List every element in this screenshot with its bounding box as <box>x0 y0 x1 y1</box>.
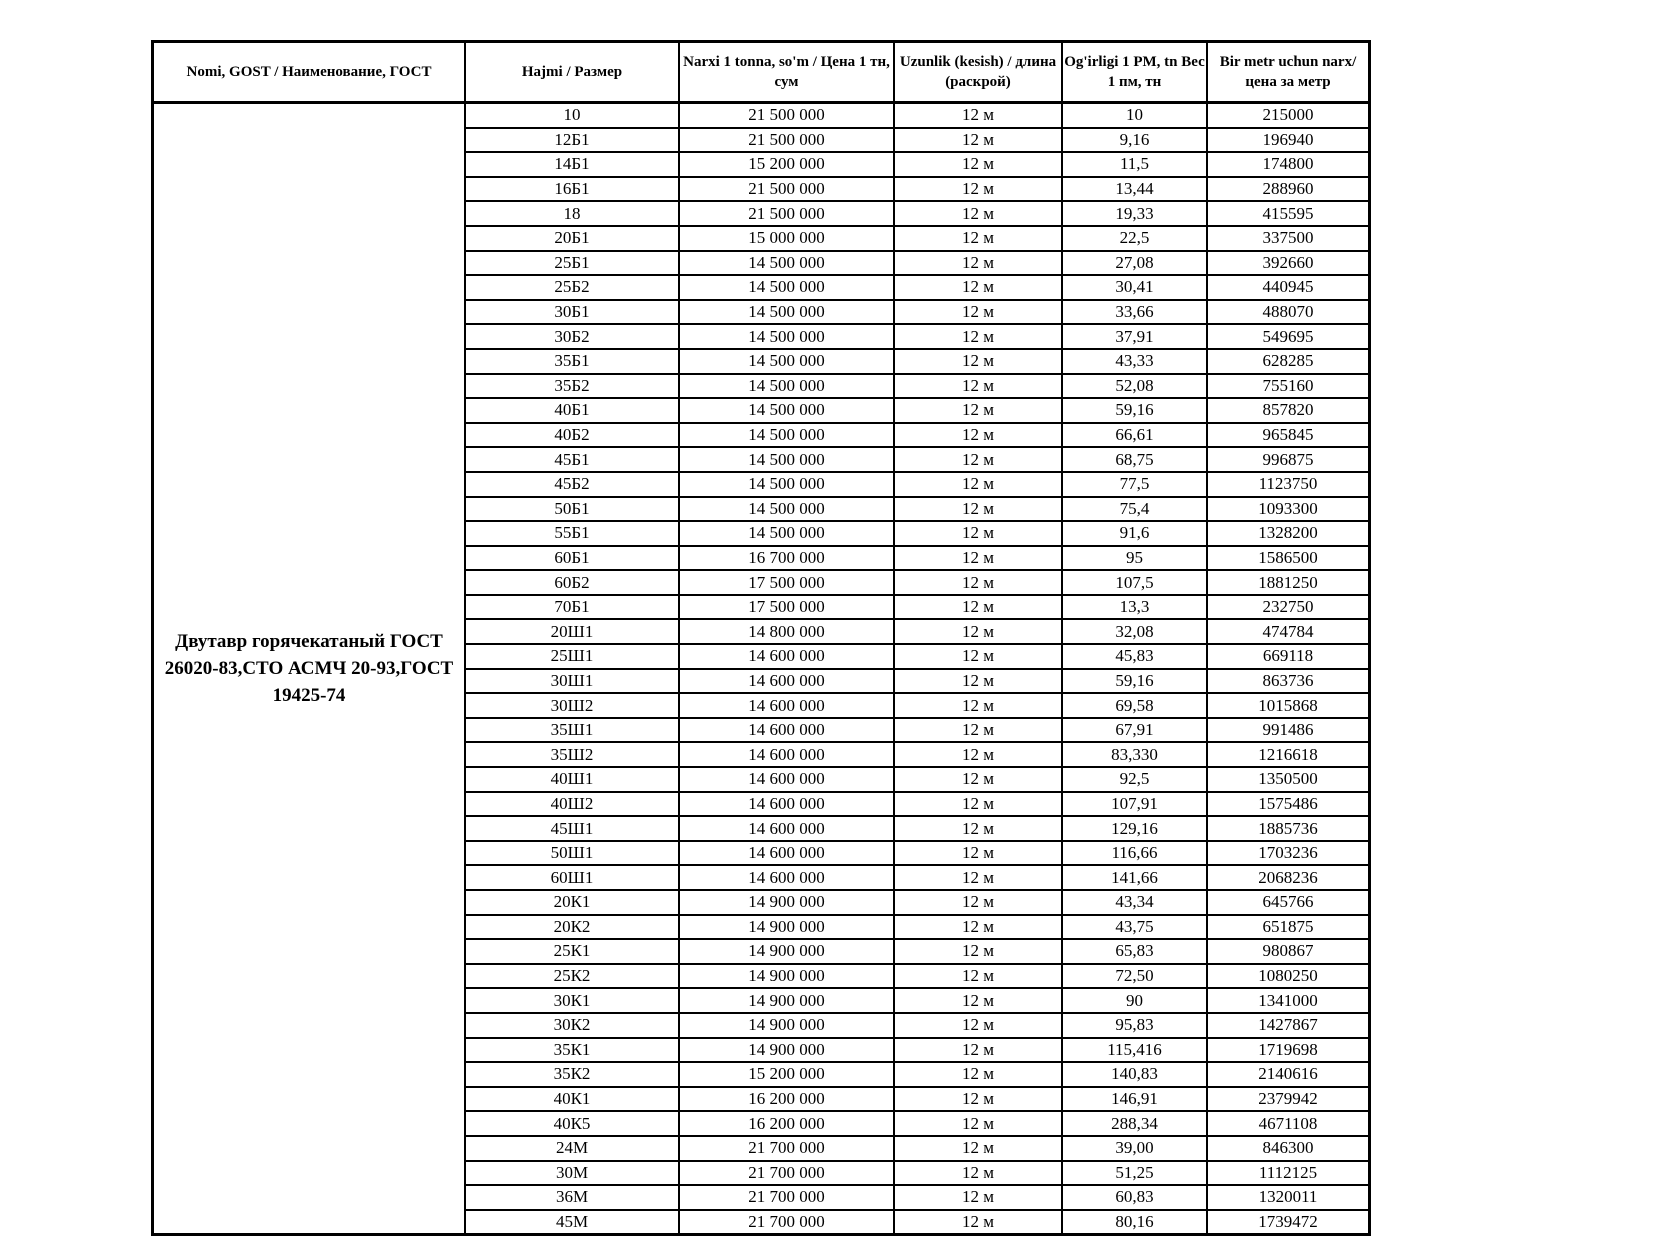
price-cell: 14 500 000 <box>679 300 894 325</box>
size-cell: 35Ш2 <box>465 742 679 767</box>
size-cell: 30Ш2 <box>465 693 679 718</box>
size-cell: 25Б2 <box>465 275 679 300</box>
length-cell: 12 м <box>894 669 1062 694</box>
weight-cell: 10 <box>1062 103 1207 128</box>
length-cell: 12 м <box>894 595 1062 620</box>
price-cell: 14 600 000 <box>679 816 894 841</box>
length-cell: 12 м <box>894 767 1062 792</box>
price-cell: 14 600 000 <box>679 767 894 792</box>
length-cell: 12 м <box>894 472 1062 497</box>
weight-cell: 13,44 <box>1062 177 1207 202</box>
per-meter-cell: 4671108 <box>1207 1111 1370 1136</box>
weight-cell: 288,34 <box>1062 1111 1207 1136</box>
price-cell: 21 500 000 <box>679 201 894 226</box>
size-cell: 30К2 <box>465 1013 679 1038</box>
weight-cell: 95,83 <box>1062 1013 1207 1038</box>
price-cell: 14 600 000 <box>679 644 894 669</box>
size-cell: 40Б1 <box>465 398 679 423</box>
price-cell: 14 500 000 <box>679 398 894 423</box>
per-meter-cell: 2068236 <box>1207 865 1370 890</box>
price-cell: 14 900 000 <box>679 890 894 915</box>
per-meter-cell: 857820 <box>1207 398 1370 423</box>
per-meter-cell: 1881250 <box>1207 570 1370 595</box>
weight-cell: 91,6 <box>1062 521 1207 546</box>
length-cell: 12 м <box>894 1185 1062 1210</box>
weight-cell: 90 <box>1062 988 1207 1013</box>
weight-cell: 37,91 <box>1062 324 1207 349</box>
price-cell: 14 900 000 <box>679 939 894 964</box>
per-meter-cell: 1739472 <box>1207 1210 1370 1235</box>
price-cell: 14 500 000 <box>679 251 894 276</box>
weight-cell: 129,16 <box>1062 816 1207 841</box>
weight-cell: 92,5 <box>1062 767 1207 792</box>
length-cell: 12 м <box>894 816 1062 841</box>
price-cell: 21 700 000 <box>679 1210 894 1235</box>
weight-cell: 22,5 <box>1062 226 1207 251</box>
price-cell: 17 500 000 <box>679 595 894 620</box>
weight-cell: 60,83 <box>1062 1185 1207 1210</box>
weight-cell: 83,330 <box>1062 742 1207 767</box>
weight-cell: 80,16 <box>1062 1210 1207 1235</box>
size-cell: 45Б2 <box>465 472 679 497</box>
length-cell: 12 м <box>894 865 1062 890</box>
size-cell: 40Ш2 <box>465 792 679 817</box>
weight-cell: 72,50 <box>1062 964 1207 989</box>
price-cell: 14 500 000 <box>679 521 894 546</box>
length-cell: 12 м <box>894 1161 1062 1186</box>
weight-cell: 116,66 <box>1062 841 1207 866</box>
length-cell: 12 м <box>894 226 1062 251</box>
price-cell: 14 600 000 <box>679 669 894 694</box>
price-cell: 15 200 000 <box>679 152 894 177</box>
table-row <box>153 103 1370 128</box>
per-meter-cell: 337500 <box>1207 226 1370 251</box>
table-body <box>153 103 1370 1235</box>
per-meter-cell: 1080250 <box>1207 964 1370 989</box>
price-cell: 21 500 000 <box>679 103 894 128</box>
price-cell: 14 500 000 <box>679 349 894 374</box>
length-cell: 12 м <box>894 1210 1062 1235</box>
size-cell: 20К2 <box>465 915 679 940</box>
weight-cell: 59,16 <box>1062 398 1207 423</box>
price-cell: 21 500 000 <box>679 128 894 153</box>
length-cell: 12 м <box>894 619 1062 644</box>
size-cell: 20Б1 <box>465 226 679 251</box>
weight-cell: 65,83 <box>1062 939 1207 964</box>
weight-cell: 39,00 <box>1062 1136 1207 1161</box>
weight-cell: 27,08 <box>1062 251 1207 276</box>
weight-cell: 59,16 <box>1062 669 1207 694</box>
length-cell: 12 м <box>894 939 1062 964</box>
per-meter-cell: 2379942 <box>1207 1087 1370 1112</box>
per-meter-cell: 232750 <box>1207 595 1370 620</box>
per-meter-cell: 440945 <box>1207 275 1370 300</box>
length-cell: 12 м <box>894 300 1062 325</box>
per-meter-cell: 1350500 <box>1207 767 1370 792</box>
per-meter-cell: 415595 <box>1207 201 1370 226</box>
size-cell: 16Б1 <box>465 177 679 202</box>
length-cell: 12 м <box>894 374 1062 399</box>
length-cell: 12 м <box>894 546 1062 571</box>
per-meter-cell: 996875 <box>1207 447 1370 472</box>
weight-cell: 33,66 <box>1062 300 1207 325</box>
size-cell: 35К2 <box>465 1062 679 1087</box>
price-cell: 14 900 000 <box>679 915 894 940</box>
size-cell: 25Ш1 <box>465 644 679 669</box>
weight-cell: 32,08 <box>1062 619 1207 644</box>
per-meter-cell: 174800 <box>1207 152 1370 177</box>
product-name-cell: Двутавр горячекатаный ГОСТ 26020-83,СТО АСМЧ 20-93,ГОСТ 19425-74 <box>153 103 466 1235</box>
length-cell: 12 м <box>894 1087 1062 1112</box>
per-meter-cell: 1320011 <box>1207 1185 1370 1210</box>
price-cell: 14 800 000 <box>679 619 894 644</box>
price-cell: 14 500 000 <box>679 497 894 522</box>
weight-cell: 45,83 <box>1062 644 1207 669</box>
size-cell: 20К1 <box>465 890 679 915</box>
length-cell: 12 м <box>894 251 1062 276</box>
per-meter-cell: 1216618 <box>1207 742 1370 767</box>
per-meter-cell: 474784 <box>1207 619 1370 644</box>
per-meter-cell: 980867 <box>1207 939 1370 964</box>
length-cell: 12 м <box>894 988 1062 1013</box>
per-meter-cell: 288960 <box>1207 177 1370 202</box>
per-meter-cell: 651875 <box>1207 915 1370 940</box>
weight-cell: 68,75 <box>1062 447 1207 472</box>
price-cell: 14 500 000 <box>679 324 894 349</box>
length-cell: 12 м <box>894 349 1062 374</box>
size-cell: 30Б1 <box>465 300 679 325</box>
price-cell: 14 900 000 <box>679 988 894 1013</box>
length-cell: 12 м <box>894 1013 1062 1038</box>
price-cell: 14 600 000 <box>679 718 894 743</box>
price-cell: 16 200 000 <box>679 1111 894 1136</box>
per-meter-cell: 1093300 <box>1207 497 1370 522</box>
per-meter-cell: 645766 <box>1207 890 1370 915</box>
per-meter-cell: 1885736 <box>1207 816 1370 841</box>
price-cell: 14 600 000 <box>679 693 894 718</box>
length-cell: 12 м <box>894 742 1062 767</box>
size-cell: 35Б2 <box>465 374 679 399</box>
length-cell: 12 м <box>894 1136 1062 1161</box>
size-cell: 45Б1 <box>465 447 679 472</box>
per-meter-cell: 1427867 <box>1207 1013 1370 1038</box>
header-name: Nomi, GOST / Наименование, ГОСТ <box>153 42 466 103</box>
weight-cell: 66,61 <box>1062 423 1207 448</box>
length-cell: 12 м <box>894 324 1062 349</box>
length-cell: 12 м <box>894 792 1062 817</box>
weight-cell: 75,4 <box>1062 497 1207 522</box>
size-cell: 60Б1 <box>465 546 679 571</box>
per-meter-cell: 2140616 <box>1207 1062 1370 1087</box>
length-cell: 12 м <box>894 841 1062 866</box>
price-cell: 14 500 000 <box>679 472 894 497</box>
per-meter-cell: 392660 <box>1207 251 1370 276</box>
price-cell: 15 000 000 <box>679 226 894 251</box>
per-meter-cell: 1341000 <box>1207 988 1370 1013</box>
length-cell: 12 м <box>894 1038 1062 1063</box>
price-cell: 14 500 000 <box>679 423 894 448</box>
length-cell: 12 м <box>894 644 1062 669</box>
size-cell: 30Б2 <box>465 324 679 349</box>
size-cell: 25Б1 <box>465 251 679 276</box>
weight-cell: 30,41 <box>1062 275 1207 300</box>
size-cell: 30М <box>465 1161 679 1186</box>
size-cell: 20Ш1 <box>465 619 679 644</box>
size-cell: 35Б1 <box>465 349 679 374</box>
price-cell: 14 500 000 <box>679 275 894 300</box>
weight-cell: 95 <box>1062 546 1207 571</box>
length-cell: 12 м <box>894 1062 1062 1087</box>
length-cell: 12 м <box>894 497 1062 522</box>
weight-cell: 19,33 <box>1062 201 1207 226</box>
length-cell: 12 м <box>894 423 1062 448</box>
per-meter-cell: 1328200 <box>1207 521 1370 546</box>
size-cell: 50Ш1 <box>465 841 679 866</box>
price-cell: 15 200 000 <box>679 1062 894 1087</box>
per-meter-cell: 669118 <box>1207 644 1370 669</box>
per-meter-cell: 1015868 <box>1207 693 1370 718</box>
header-row <box>153 42 1370 103</box>
weight-cell: 141,66 <box>1062 865 1207 890</box>
header-weight: Og'irligi 1 PM, tn Вес 1 пм, тн <box>1062 42 1207 103</box>
weight-cell: 69,58 <box>1062 693 1207 718</box>
size-cell: 40Ш1 <box>465 767 679 792</box>
header-per-meter: Bir metr uchun narx/цена за метр <box>1207 42 1370 103</box>
price-cell: 16 200 000 <box>679 1087 894 1112</box>
length-cell: 12 м <box>894 103 1062 128</box>
length-cell: 12 м <box>894 570 1062 595</box>
per-meter-cell: 1703236 <box>1207 841 1370 866</box>
per-meter-cell: 1112125 <box>1207 1161 1370 1186</box>
price-cell: 14 900 000 <box>679 1038 894 1063</box>
length-cell: 12 м <box>894 964 1062 989</box>
length-cell: 12 м <box>894 521 1062 546</box>
price-cell: 14 600 000 <box>679 865 894 890</box>
size-cell: 24М <box>465 1136 679 1161</box>
size-cell: 18 <box>465 201 679 226</box>
weight-cell: 51,25 <box>1062 1161 1207 1186</box>
header-price: Narxi 1 tonna, so'm / Цена 1 тн, сум <box>679 42 894 103</box>
length-cell: 12 м <box>894 275 1062 300</box>
per-meter-cell: 1123750 <box>1207 472 1370 497</box>
size-cell: 12Б1 <box>465 128 679 153</box>
per-meter-cell: 488070 <box>1207 300 1370 325</box>
size-cell: 45Ш1 <box>465 816 679 841</box>
price-table <box>151 40 1371 1236</box>
size-cell: 30Ш1 <box>465 669 679 694</box>
price-cell: 14 600 000 <box>679 841 894 866</box>
price-cell: 21 700 000 <box>679 1136 894 1161</box>
size-cell: 40К5 <box>465 1111 679 1136</box>
per-meter-cell: 628285 <box>1207 349 1370 374</box>
per-meter-cell: 863736 <box>1207 669 1370 694</box>
size-cell: 36М <box>465 1185 679 1210</box>
price-cell: 14 900 000 <box>679 964 894 989</box>
size-cell: 40К1 <box>465 1087 679 1112</box>
price-cell: 16 700 000 <box>679 546 894 571</box>
size-cell: 70Б1 <box>465 595 679 620</box>
weight-cell: 67,91 <box>1062 718 1207 743</box>
size-cell: 55Б1 <box>465 521 679 546</box>
header-size: Hajmi / Размер <box>465 42 679 103</box>
size-cell: 25К1 <box>465 939 679 964</box>
weight-cell: 43,75 <box>1062 915 1207 940</box>
size-cell: 45М <box>465 1210 679 1235</box>
weight-cell: 115,416 <box>1062 1038 1207 1063</box>
size-cell: 35Ш1 <box>465 718 679 743</box>
length-cell: 12 м <box>894 128 1062 153</box>
weight-cell: 140,83 <box>1062 1062 1207 1087</box>
price-cell: 14 500 000 <box>679 374 894 399</box>
size-cell: 60Ш1 <box>465 865 679 890</box>
length-cell: 12 м <box>894 915 1062 940</box>
length-cell: 12 м <box>894 177 1062 202</box>
price-cell: 14 500 000 <box>679 447 894 472</box>
length-cell: 12 м <box>894 398 1062 423</box>
size-cell: 60Б2 <box>465 570 679 595</box>
length-cell: 12 м <box>894 718 1062 743</box>
per-meter-cell: 755160 <box>1207 374 1370 399</box>
size-cell: 14Б1 <box>465 152 679 177</box>
price-cell: 17 500 000 <box>679 570 894 595</box>
per-meter-cell: 549695 <box>1207 324 1370 349</box>
per-meter-cell: 1719698 <box>1207 1038 1370 1063</box>
per-meter-cell: 965845 <box>1207 423 1370 448</box>
size-cell: 30К1 <box>465 988 679 1013</box>
weight-cell: 13,3 <box>1062 595 1207 620</box>
weight-cell: 52,08 <box>1062 374 1207 399</box>
size-cell: 50Б1 <box>465 497 679 522</box>
price-cell: 14 900 000 <box>679 1013 894 1038</box>
length-cell: 12 м <box>894 890 1062 915</box>
weight-cell: 146,91 <box>1062 1087 1207 1112</box>
price-cell: 14 600 000 <box>679 742 894 767</box>
price-cell: 21 700 000 <box>679 1185 894 1210</box>
weight-cell: 43,34 <box>1062 890 1207 915</box>
weight-cell: 107,5 <box>1062 570 1207 595</box>
size-cell: 10 <box>465 103 679 128</box>
weight-cell: 9,16 <box>1062 128 1207 153</box>
per-meter-cell: 215000 <box>1207 103 1370 128</box>
weight-cell: 43,33 <box>1062 349 1207 374</box>
header-length: Uzunlik (kesish) / длина (раскрой) <box>894 42 1062 103</box>
per-meter-cell: 196940 <box>1207 128 1370 153</box>
weight-cell: 107,91 <box>1062 792 1207 817</box>
per-meter-cell: 1586500 <box>1207 546 1370 571</box>
size-cell: 35К1 <box>465 1038 679 1063</box>
price-cell: 21 700 000 <box>679 1161 894 1186</box>
size-cell: 25К2 <box>465 964 679 989</box>
length-cell: 12 м <box>894 201 1062 226</box>
size-cell: 40Б2 <box>465 423 679 448</box>
price-cell: 21 500 000 <box>679 177 894 202</box>
per-meter-cell: 991486 <box>1207 718 1370 743</box>
length-cell: 12 м <box>894 693 1062 718</box>
per-meter-cell: 846300 <box>1207 1136 1370 1161</box>
length-cell: 12 м <box>894 152 1062 177</box>
price-cell: 14 600 000 <box>679 792 894 817</box>
length-cell: 12 м <box>894 447 1062 472</box>
weight-cell: 11,5 <box>1062 152 1207 177</box>
length-cell: 12 м <box>894 1111 1062 1136</box>
per-meter-cell: 1575486 <box>1207 792 1370 817</box>
weight-cell: 77,5 <box>1062 472 1207 497</box>
